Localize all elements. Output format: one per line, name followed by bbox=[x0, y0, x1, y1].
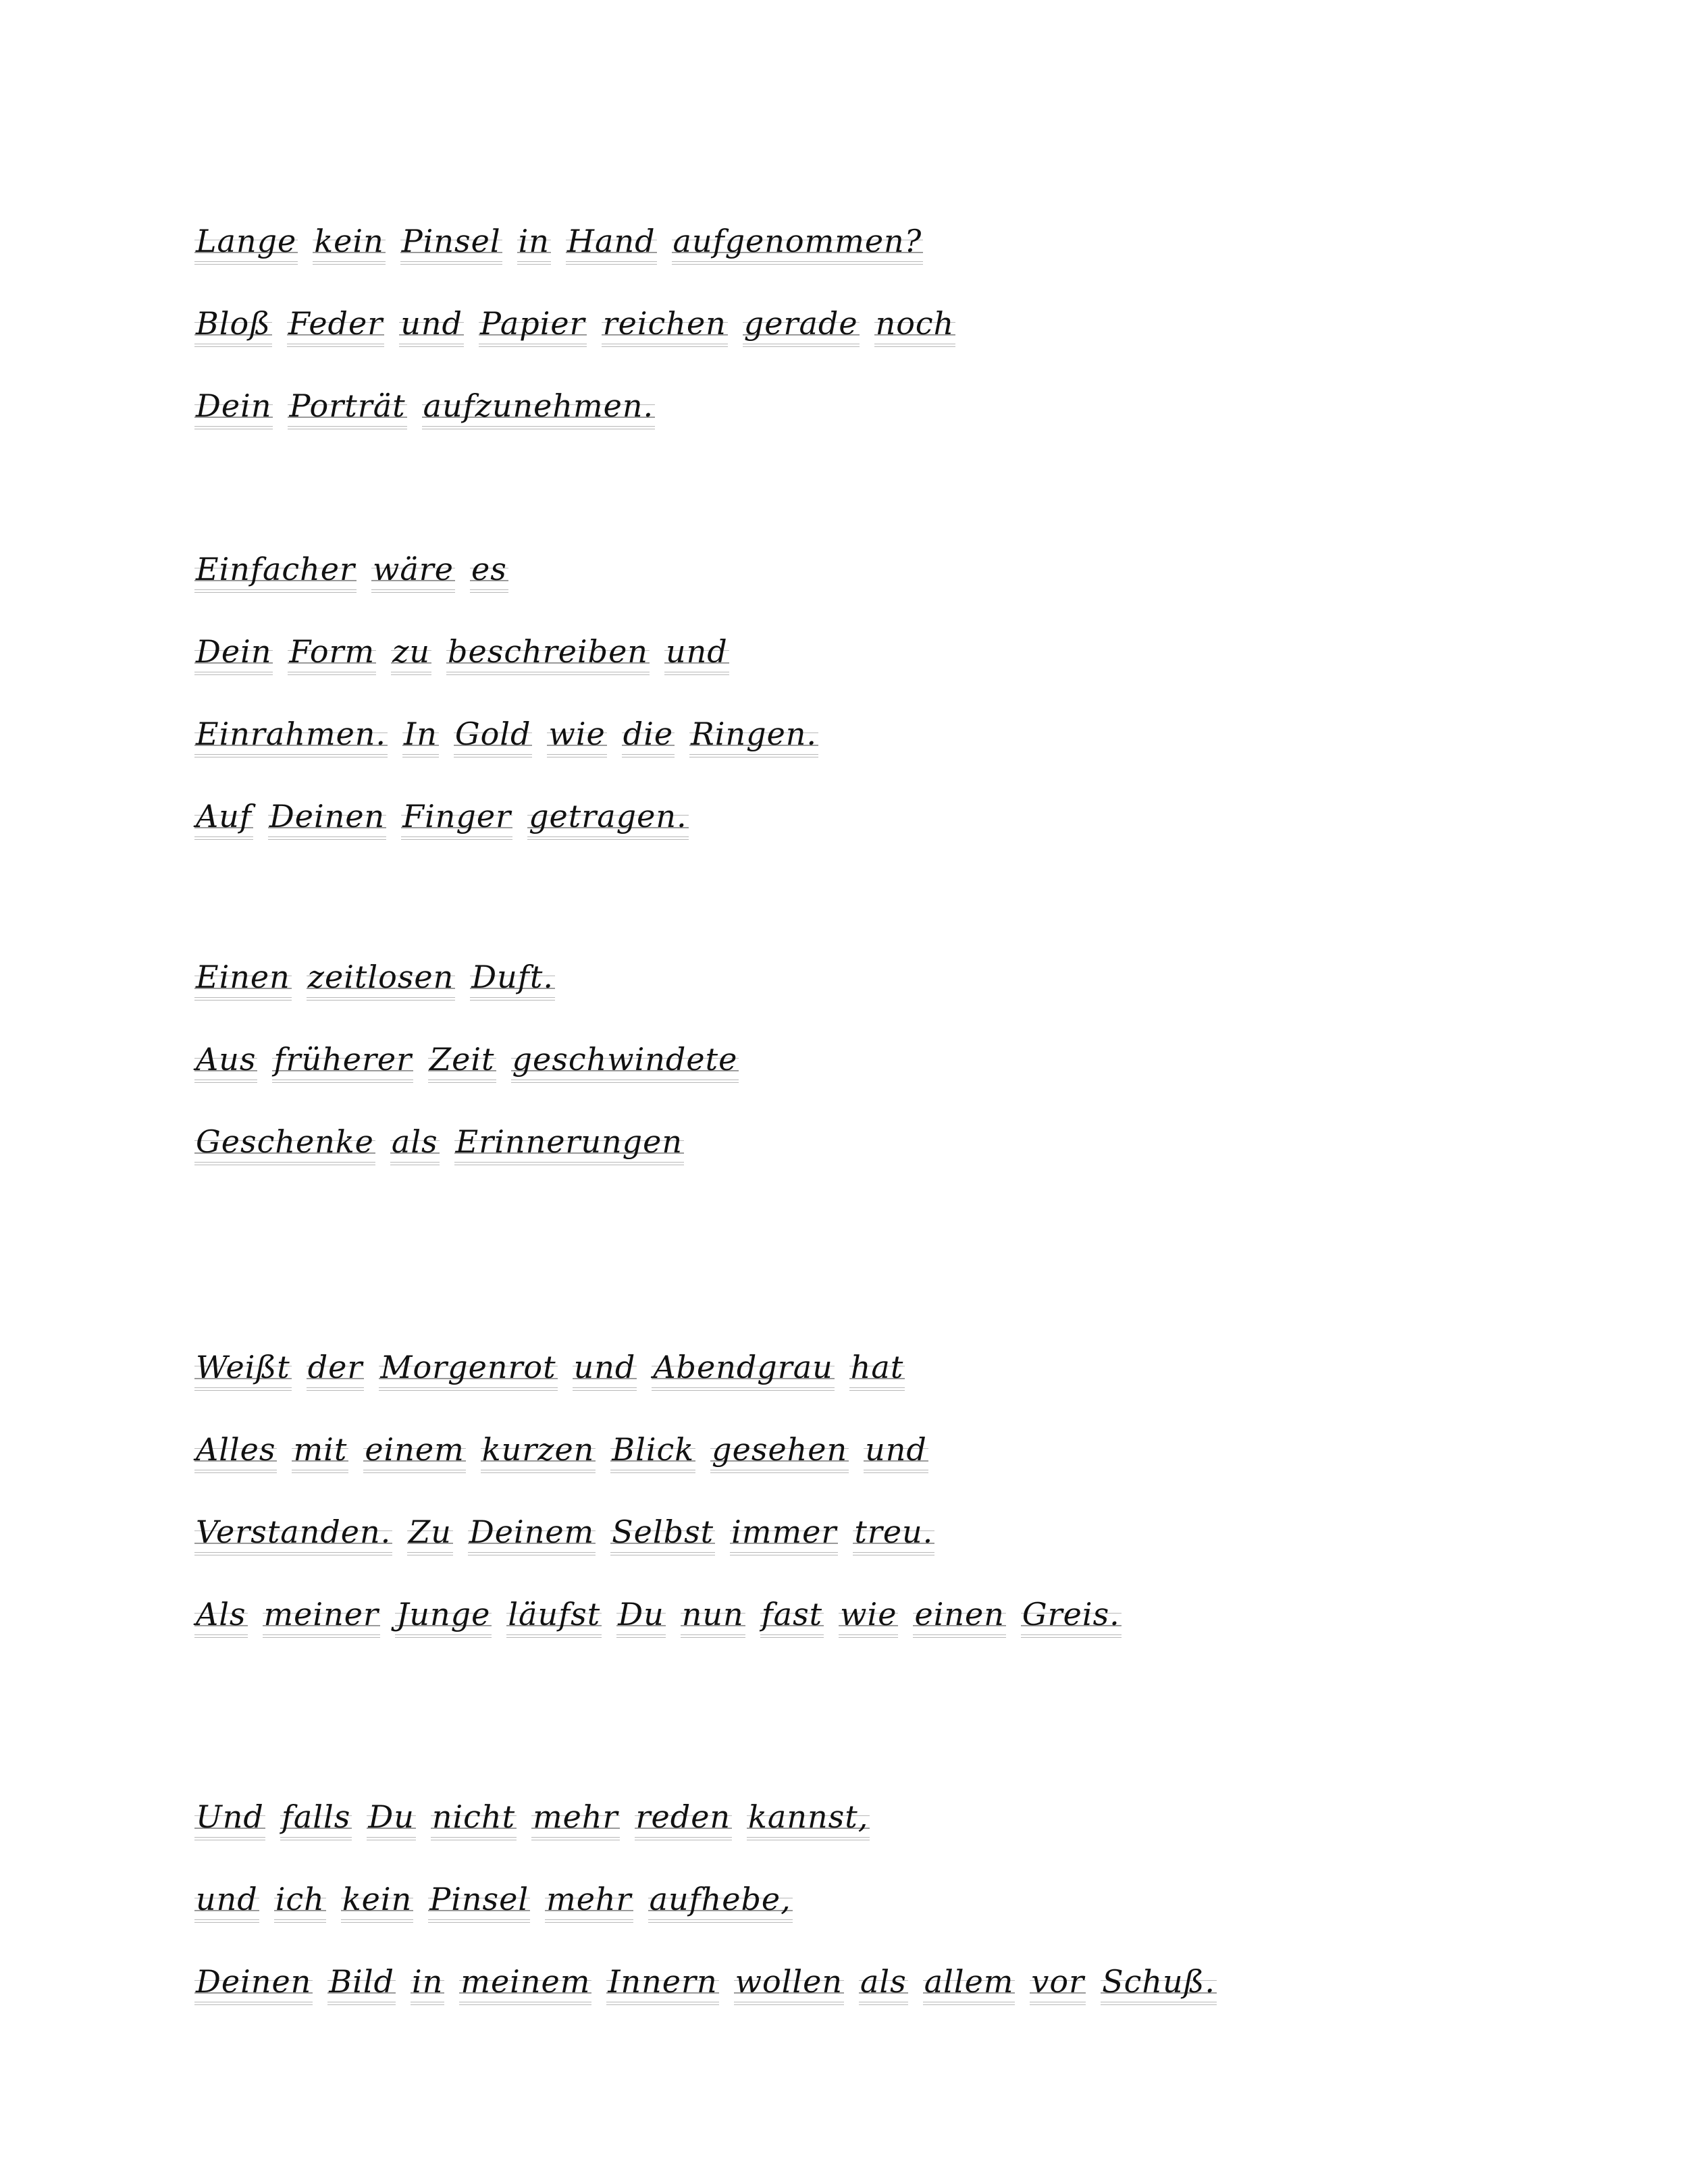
handwritten-word: Alles bbox=[194, 1429, 277, 1473]
handwritten-word: früherer bbox=[272, 1039, 413, 1083]
handwritten-word: meinem bbox=[459, 1961, 591, 2005]
handwritten-word: wie bbox=[547, 714, 606, 757]
handwritten-word: als bbox=[390, 1121, 440, 1165]
handwritten-word: in bbox=[411, 1961, 444, 2005]
handwritten-word: zu bbox=[391, 631, 431, 675]
stanza-2 bbox=[194, 510, 833, 840]
handwritten-word: gesehen bbox=[710, 1429, 849, 1473]
handwritten-word: zeitlosen bbox=[307, 957, 456, 1001]
handwritten-word: fast bbox=[760, 1594, 824, 1638]
handwritten-word: treu. bbox=[853, 1512, 934, 1555]
handwritten-word: Blick bbox=[610, 1429, 695, 1473]
text-line bbox=[194, 1923, 1232, 2005]
handwritten-word: getragen. bbox=[527, 796, 689, 840]
handwritten-word: Papier bbox=[479, 303, 587, 347]
text-line bbox=[194, 1001, 754, 1083]
handwritten-word: Deinem bbox=[468, 1512, 596, 1555]
handwritten-word: Hand bbox=[566, 221, 657, 265]
stanza-3 bbox=[194, 918, 754, 1165]
handwritten-word: Lange bbox=[194, 221, 298, 265]
handwritten-word: kein bbox=[341, 1879, 413, 1923]
handwritten-word: In bbox=[402, 714, 439, 757]
handwritten-word: Verstanden. bbox=[194, 1512, 392, 1555]
handwritten-word: mit bbox=[292, 1429, 348, 1473]
handwritten-word: die bbox=[622, 714, 675, 757]
handwritten-word: Gold bbox=[454, 714, 533, 757]
text-line bbox=[194, 1555, 1136, 1638]
handwritten-word: Greis. bbox=[1021, 1594, 1122, 1638]
stanza-1 bbox=[194, 182, 970, 429]
handwritten-word: Einrahmen. bbox=[194, 714, 388, 757]
handwritten-word: Bild bbox=[327, 1961, 396, 2005]
text-line bbox=[194, 1473, 1136, 1555]
handwritten-word: geschwindete bbox=[511, 1039, 739, 1083]
handwritten-word: allem bbox=[923, 1961, 1016, 2005]
handwritten-word: Geschenke bbox=[194, 1121, 375, 1165]
handwritten-word: in bbox=[517, 221, 551, 265]
handwritten-word: und bbox=[194, 1879, 259, 1923]
text-line bbox=[194, 1083, 754, 1165]
text-line bbox=[194, 265, 970, 347]
handwritten-word: aufzunehmen. bbox=[422, 385, 656, 429]
text-line bbox=[194, 1840, 1232, 1923]
handwritten-word: kein bbox=[313, 221, 385, 265]
handwritten-word: Und bbox=[194, 1796, 265, 1840]
handwritten-word: Zeit bbox=[428, 1039, 496, 1083]
handwritten-word: mehr bbox=[545, 1879, 633, 1923]
handwritten-word: aufhebe, bbox=[648, 1879, 793, 1923]
handwritten-word: meiner bbox=[263, 1594, 380, 1638]
handwritten-word: Feder bbox=[287, 303, 384, 347]
handwritten-word: Bloß bbox=[194, 303, 272, 347]
handwritten-word: läufst bbox=[506, 1594, 602, 1638]
handwritten-word: Ringen. bbox=[689, 714, 818, 757]
text-line bbox=[194, 757, 833, 840]
handwritten-word: nun bbox=[681, 1594, 745, 1638]
handwritten-word: Einfacher bbox=[194, 549, 357, 593]
handwritten-word: reichen bbox=[602, 303, 728, 347]
handwritten-word: vor bbox=[1030, 1961, 1086, 2005]
handwritten-word: kannst, bbox=[747, 1796, 870, 1840]
handwritten-word: Morgenrot bbox=[379, 1347, 557, 1391]
handwritten-word: und bbox=[864, 1429, 928, 1473]
handwritten-word: Als bbox=[194, 1594, 248, 1638]
handwritten-word: und bbox=[664, 631, 729, 675]
handwritten-word: Finger bbox=[401, 796, 512, 840]
handwritten-word: der bbox=[307, 1347, 365, 1391]
handwritten-word: Porträt bbox=[288, 385, 406, 429]
handwritten-word: Du bbox=[616, 1594, 666, 1638]
handwritten-word: einem bbox=[363, 1429, 465, 1473]
handwritten-word: hat bbox=[849, 1347, 905, 1391]
handwritten-word: aufgenommen? bbox=[672, 221, 924, 265]
handwritten-word: Form bbox=[288, 631, 376, 675]
handwritten-word: einen bbox=[913, 1594, 1005, 1638]
handwritten-word: reden bbox=[635, 1796, 733, 1840]
handwritten-word: Du bbox=[367, 1796, 416, 1840]
handwritten-word: und bbox=[399, 303, 464, 347]
text-line bbox=[194, 182, 970, 265]
handwritten-word: kurzen bbox=[481, 1429, 596, 1473]
handwritten-word: Dein bbox=[194, 631, 273, 675]
handwritten-word: Weißt bbox=[194, 1347, 292, 1391]
stanza-5 bbox=[194, 1758, 1232, 2005]
text-line bbox=[194, 1391, 1136, 1473]
handwritten-word: Pinsel bbox=[428, 1879, 530, 1923]
handwritten-word: beschreiben bbox=[446, 631, 650, 675]
handwritten-word: Abendgrau bbox=[652, 1347, 834, 1391]
handwritten-word: Junge bbox=[395, 1594, 492, 1638]
handwritten-word: gerade bbox=[743, 303, 860, 347]
handwritten-word: wie bbox=[839, 1594, 898, 1638]
handwritten-word: noch bbox=[874, 303, 956, 347]
text-line bbox=[194, 1308, 1136, 1391]
handwritten-word: als bbox=[859, 1961, 908, 2005]
handwritten-word: ich bbox=[274, 1879, 326, 1923]
handwritten-word: immer bbox=[730, 1512, 838, 1555]
text-line bbox=[194, 347, 970, 429]
handwritten-word: und bbox=[573, 1347, 637, 1391]
handwritten-word: Erinnerungen bbox=[454, 1121, 684, 1165]
handwritten-word: es bbox=[470, 549, 508, 593]
text-line bbox=[194, 593, 833, 675]
stanza-4 bbox=[194, 1308, 1136, 1638]
handwritten-word: Einen bbox=[194, 957, 292, 1001]
handwritten-word: Dein bbox=[194, 385, 273, 429]
handwritten-word: Deinen bbox=[268, 796, 386, 840]
handwritten-word: mehr bbox=[531, 1796, 619, 1840]
text-line bbox=[194, 675, 833, 757]
text-line bbox=[194, 510, 833, 593]
handwritten-word: falls bbox=[280, 1796, 352, 1840]
handwritten-word: Zu bbox=[407, 1512, 453, 1555]
handwritten-word: Deinen bbox=[194, 1961, 313, 2005]
handwritten-word: wollen bbox=[734, 1961, 844, 2005]
handwritten-word: Pinsel bbox=[400, 221, 502, 265]
handwritten-word: Duft. bbox=[470, 957, 555, 1001]
handwritten-word: Auf bbox=[194, 796, 253, 840]
handwritten-word: Selbst bbox=[610, 1512, 715, 1555]
handwritten-word: wäre bbox=[371, 549, 455, 593]
handwritten-word: Innern bbox=[606, 1961, 718, 2005]
text-line bbox=[194, 1758, 1232, 1840]
handwritten-word: Schuß. bbox=[1101, 1961, 1217, 2005]
text-line bbox=[194, 918, 754, 1001]
handwritten-word: nicht bbox=[431, 1796, 517, 1840]
handwritten-word: Aus bbox=[194, 1039, 257, 1083]
